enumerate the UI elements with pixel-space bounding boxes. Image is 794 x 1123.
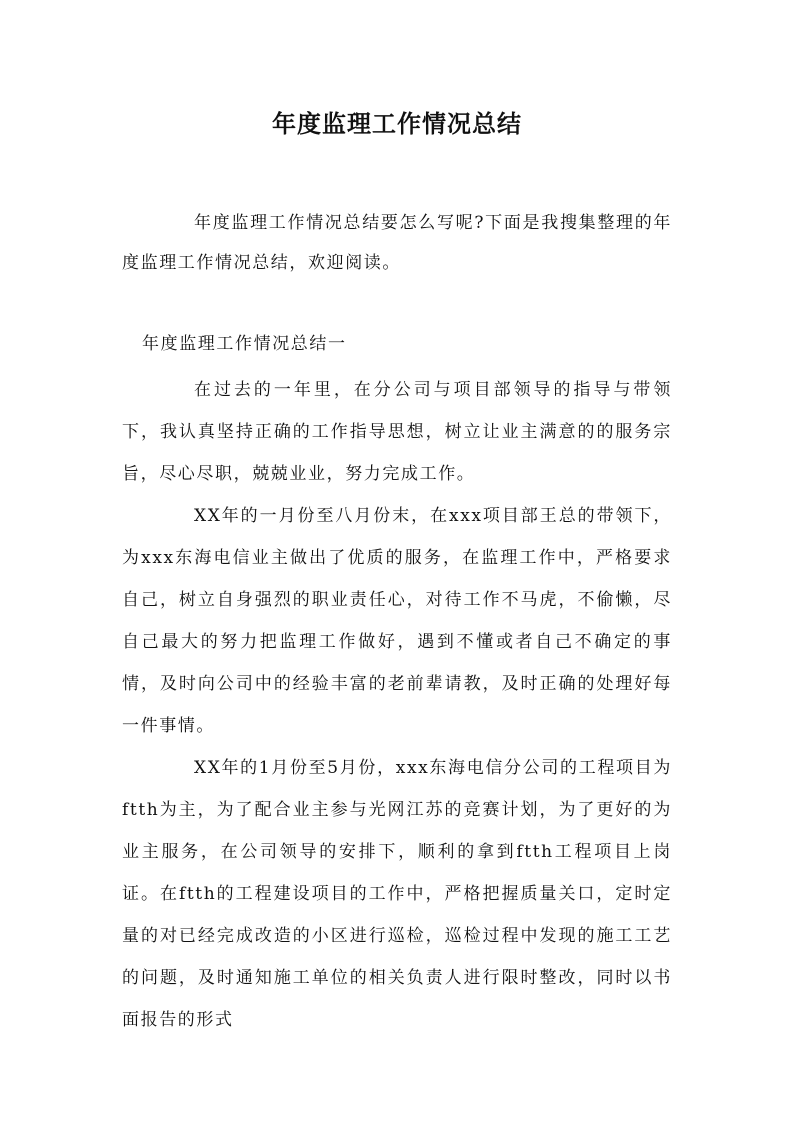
intro-text: 年度监理工作情况总结要怎么写呢?下面是我搜集整理的年度监理工作情况总结，欢迎阅读。 bbox=[122, 213, 672, 273]
section-heading: 年度监理工作情况总结一 bbox=[142, 334, 347, 354]
body-paragraph-1: 在过去的一年里，在分公司与项目部领导的指导与带领下，我认真坚持正确的工作指导思想，树立让业主满意的的服务宗旨，尽心尽职，兢兢业业，努力完成工作。 bbox=[122, 380, 672, 484]
intro-paragraph bbox=[122, 203, 672, 283]
body-paragraph-3: XX年的1月份至5月份，xxx东海电信分公司的工程项目为ftth为主，为了配合业主参与光网江苏的竞赛计划，为了更好的为业主服务，在公司领导的安排下，顺利的拿到ftth工程项目上岗证。在ftth的工程建设项目的工作中，严格把握质量关口，定时定量的对已经完成改造的小区进行巡检，巡检过程中发现的施工工艺的问题，及时通知施工单位的相关负责人进行限时整改，同时以书面报告的形式 bbox=[122, 758, 672, 1030]
document-title: 年度监理工作情况总结 bbox=[272, 110, 522, 138]
section-body bbox=[122, 369, 672, 1041]
body-paragraph-2: XX年的一月份至八月份末，在xxx项目部王总的带领下，为xxx东海电信业主做出了优质的服务，在监理工作中，严格要求自己，树立自身强烈的职业责任心，对待工作不马虎，不偷懒，尽自己最大的努力把监理工作做好，遇到不懂或者自己不确定的事情，及时向公司中的经验丰富的老前辈请教，及时正确的处理好每一件事情。 bbox=[122, 506, 672, 736]
